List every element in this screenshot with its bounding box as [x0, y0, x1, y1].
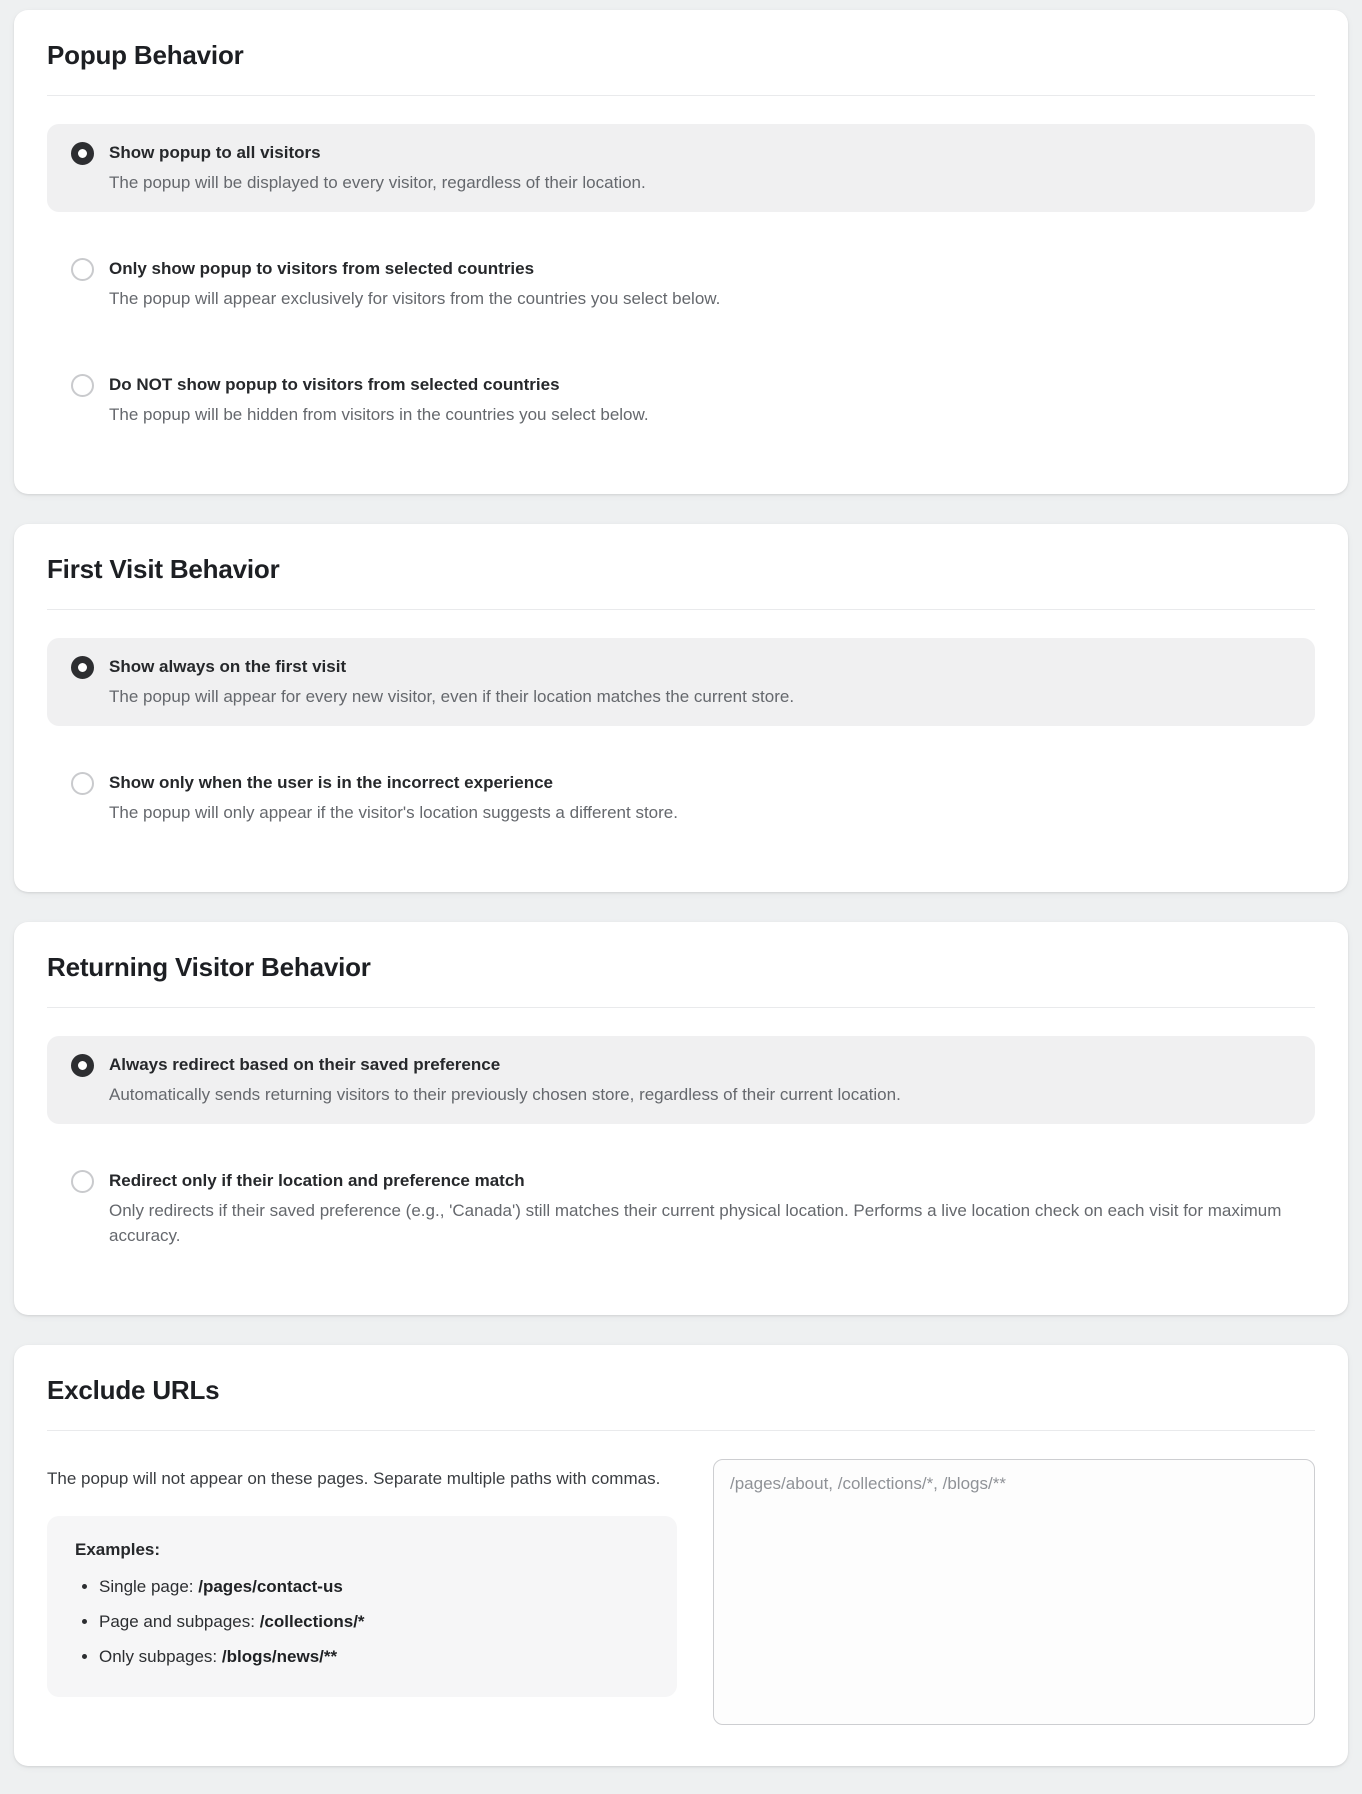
exclude-urls-textarea[interactable] [713, 1459, 1315, 1725]
option-description: The popup will appear exclusively for visitors from the countries you select below. [109, 289, 721, 308]
option-description: Automatically sends returning visitors to their previously chosen store, regardless of their current location. [109, 1085, 901, 1104]
option-title: Redirect only if their location and preference match [109, 1171, 525, 1190]
option-show-popup-all-visitors[interactable] [47, 124, 1315, 212]
option-description: Only redirects if their saved preference (e.g., 'Canada') still matches their current physical location. Performs a live location check on each visit for maximum accuracy. [109, 1201, 1282, 1245]
example-path: /pages/contact-us [198, 1577, 343, 1596]
option-description: The popup will be displayed to every visitor, regardless of their location. [109, 173, 646, 192]
first-visit-behavior-card [14, 524, 1348, 892]
option-title: Do NOT show popup to visitors from selected countries [109, 375, 560, 394]
option-description: The popup will appear for every new visitor, even if their location matches the current store. [109, 687, 795, 706]
option-only-show-selected-countries[interactable] [47, 240, 1315, 328]
option-title: Show always on the first visit [109, 657, 347, 676]
example-single-page: • Single page: /pages/contact-us [99, 1574, 649, 1599]
example-path: /collections/* [259, 1612, 365, 1631]
popup-behavior-title: Popup Behavior [47, 40, 244, 70]
examples-list [75, 1574, 649, 1669]
option-do-not-show-selected-countries[interactable] [47, 356, 1315, 444]
option-description: The popup will be hidden from visitors in the countries you select below. [109, 405, 649, 424]
popup-behavior-card [14, 10, 1348, 494]
divider [47, 95, 1315, 96]
radio-unselected-icon[interactable] [71, 772, 94, 795]
option-title: Always redirect based on their saved preference [109, 1055, 501, 1074]
option-title: Only show popup to visitors from selected countries [109, 259, 535, 278]
divider [47, 609, 1315, 610]
option-title: Show popup to all visitors [109, 143, 321, 162]
option-redirect-only-if-match[interactable] [47, 1152, 1315, 1265]
option-show-only-incorrect-experience[interactable] [47, 754, 1315, 842]
exclude-urls-help [47, 1459, 677, 1697]
radio-selected-icon[interactable] [71, 142, 94, 165]
exclude-urls-description: The popup will not appear on these pages. Separate multiple paths with commas. [47, 1469, 661, 1488]
radio-unselected-icon[interactable] [71, 1170, 94, 1193]
returning-visitor-behavior-card [14, 922, 1348, 1315]
option-title: Show only when the user is in the incorrect experience [109, 773, 554, 792]
example-only-subpages: • Only subpages: /blogs/news/** [99, 1644, 649, 1669]
option-always-redirect-saved-preference[interactable] [47, 1036, 1315, 1124]
radio-selected-icon[interactable] [71, 1054, 94, 1077]
divider [47, 1007, 1315, 1008]
exclude-urls-card [14, 1345, 1348, 1766]
radio-unselected-icon[interactable] [71, 258, 94, 281]
option-show-always-first-visit[interactable] [47, 638, 1315, 726]
example-page-and-subpages: • Page and subpages: /collections/* [99, 1609, 649, 1634]
divider [47, 1430, 1315, 1431]
examples-label: Examples: [75, 1540, 161, 1559]
radio-selected-icon[interactable] [71, 656, 94, 679]
option-description: The popup will only appear if the visitor's location suggests a different store. [109, 803, 678, 822]
returning-visitor-behavior-title: Returning Visitor Behavior [47, 952, 371, 982]
exclude-urls-title: Exclude URLs [47, 1375, 220, 1405]
example-path: /blogs/news/** [221, 1647, 338, 1666]
examples-box [47, 1516, 677, 1697]
first-visit-behavior-title: First Visit Behavior [47, 554, 280, 584]
radio-unselected-icon[interactable] [71, 374, 94, 397]
